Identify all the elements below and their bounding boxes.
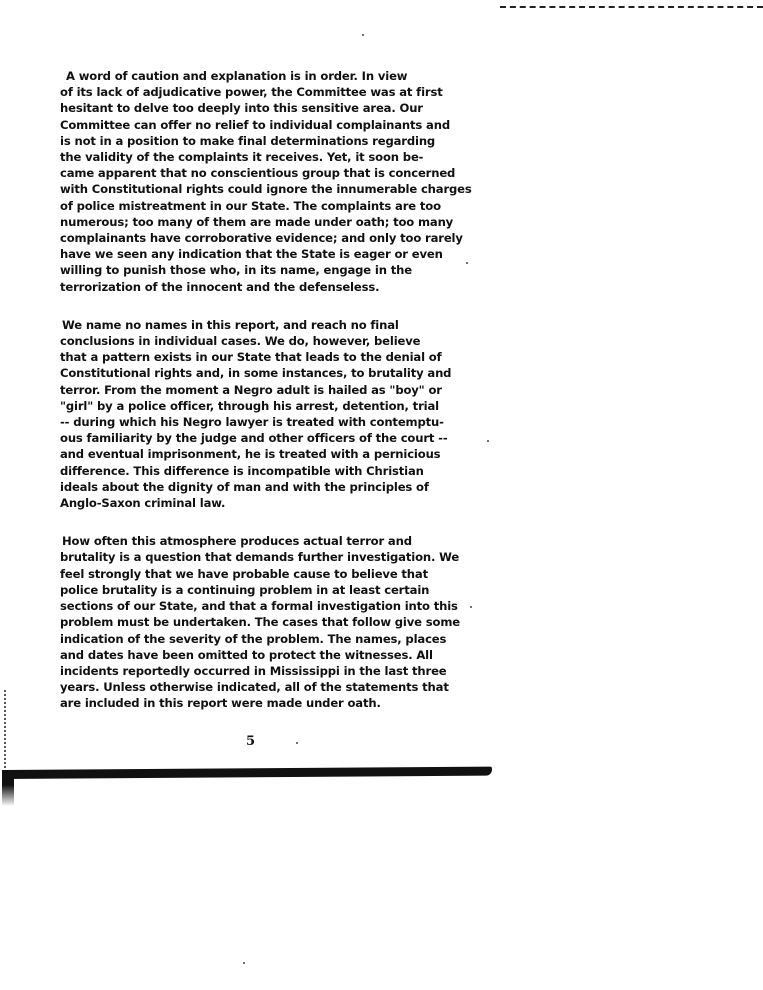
text-line: and dates have been omitted to protect the witnesses. All	[60, 647, 433, 662]
text-line: have we seen any indication that the State is eager or even	[60, 247, 443, 262]
text-line: willing to punish those who, in its name, engage in the	[60, 263, 412, 278]
text-line: indication of the severity of the problem. The names, places	[60, 631, 447, 646]
text-line: difference. This difference is incompatible with Christian	[60, 463, 424, 478]
text-line: problem must be undertaken. The cases that follow give some	[60, 615, 460, 630]
text-line: of police mistreatment in our State. The complaints are too	[60, 198, 441, 213]
scan-speck	[470, 606, 472, 608]
text-line: police brutality is a continuing problem in at least certain	[60, 582, 430, 597]
text-line: We name no names in this report, and reach no final	[62, 317, 399, 332]
text-line: hesitant to delve too deeply into this sensitive area. Our	[60, 101, 423, 116]
scan-speck	[487, 440, 489, 442]
text-line: are included in this report were made under oath.	[60, 696, 381, 711]
text-line: that a pattern exists in our State that leads to the denial of	[60, 350, 442, 365]
paragraph-no-names	[60, 317, 452, 511]
scan-speck	[466, 262, 468, 264]
text-line: of its lack of adjudicative power, the Committee was at first	[60, 85, 443, 100]
text-line: is not in a position to make final determinations regarding	[60, 133, 436, 148]
text-line: incidents reportedly occurred in Mississippi in the last three	[60, 663, 447, 678]
text-line: "girl" by a police officer, through his arrest, detention, trial	[60, 398, 439, 413]
text-line: the validity of the complaints it receives. Yet, it soon be-	[60, 150, 424, 165]
text-line: and eventual imprisonment, he is treated with a pernicious	[60, 447, 441, 462]
text-line: complainants have corroborative evidence; and only too rarely	[60, 231, 463, 246]
scan-top-edge-rule	[500, 0, 763, 8]
text-line: came apparent that no conscientious group that is concerned	[60, 166, 456, 181]
text-line: terror. From the moment a Negro adult is hailed as "boy" or	[60, 382, 442, 397]
text-line: ous familiarity by the judge and other officers of the court --	[60, 431, 448, 446]
text-line: brutality is a question that demands further investigation. We	[60, 550, 460, 565]
text-line: sections of our State, and that a formal investigation into this	[60, 599, 458, 614]
scan-speck	[362, 34, 364, 36]
scan-speck	[296, 742, 298, 744]
text-line: Constitutional rights and, in some instances, to brutality and	[60, 366, 452, 381]
text-line: ideals about the dignity of man and with the principles of	[60, 479, 429, 494]
text-line: A word of caution and explanation is in order. In view	[66, 69, 408, 83]
paragraph-caution	[60, 68, 472, 295]
text-line: numerous; too many of them are made under oath; too many	[60, 214, 454, 229]
text-line: conclusions in individual cases. We do, however, believe	[60, 334, 421, 349]
text-line: Committee can offer no relief to individual complainants and	[60, 117, 450, 132]
scan-speck	[243, 962, 245, 964]
text-line: terrorization of the innocent and the defenseless.	[60, 279, 380, 294]
body-text	[60, 68, 472, 734]
text-line: -- during which his Negro lawyer is treated with contemptu-	[60, 415, 444, 430]
page-number: 5	[246, 734, 256, 749]
paragraph-how-often	[60, 533, 460, 711]
text-line: years. Unless otherwise indicated, all of the statements that	[60, 680, 449, 695]
text-line: feel strongly that we have probable cause to believe that	[60, 566, 428, 581]
text-line: How often this atmosphere produces actual terror and	[62, 534, 412, 549]
text-line: with Constitutional rights could ignore the innumerable charges	[60, 182, 472, 197]
text-line: Anglo-Saxon criminal law.	[60, 496, 226, 511]
scan-bottom-shadow-lip	[2, 776, 14, 806]
scan-left-edge-marks	[4, 690, 8, 780]
